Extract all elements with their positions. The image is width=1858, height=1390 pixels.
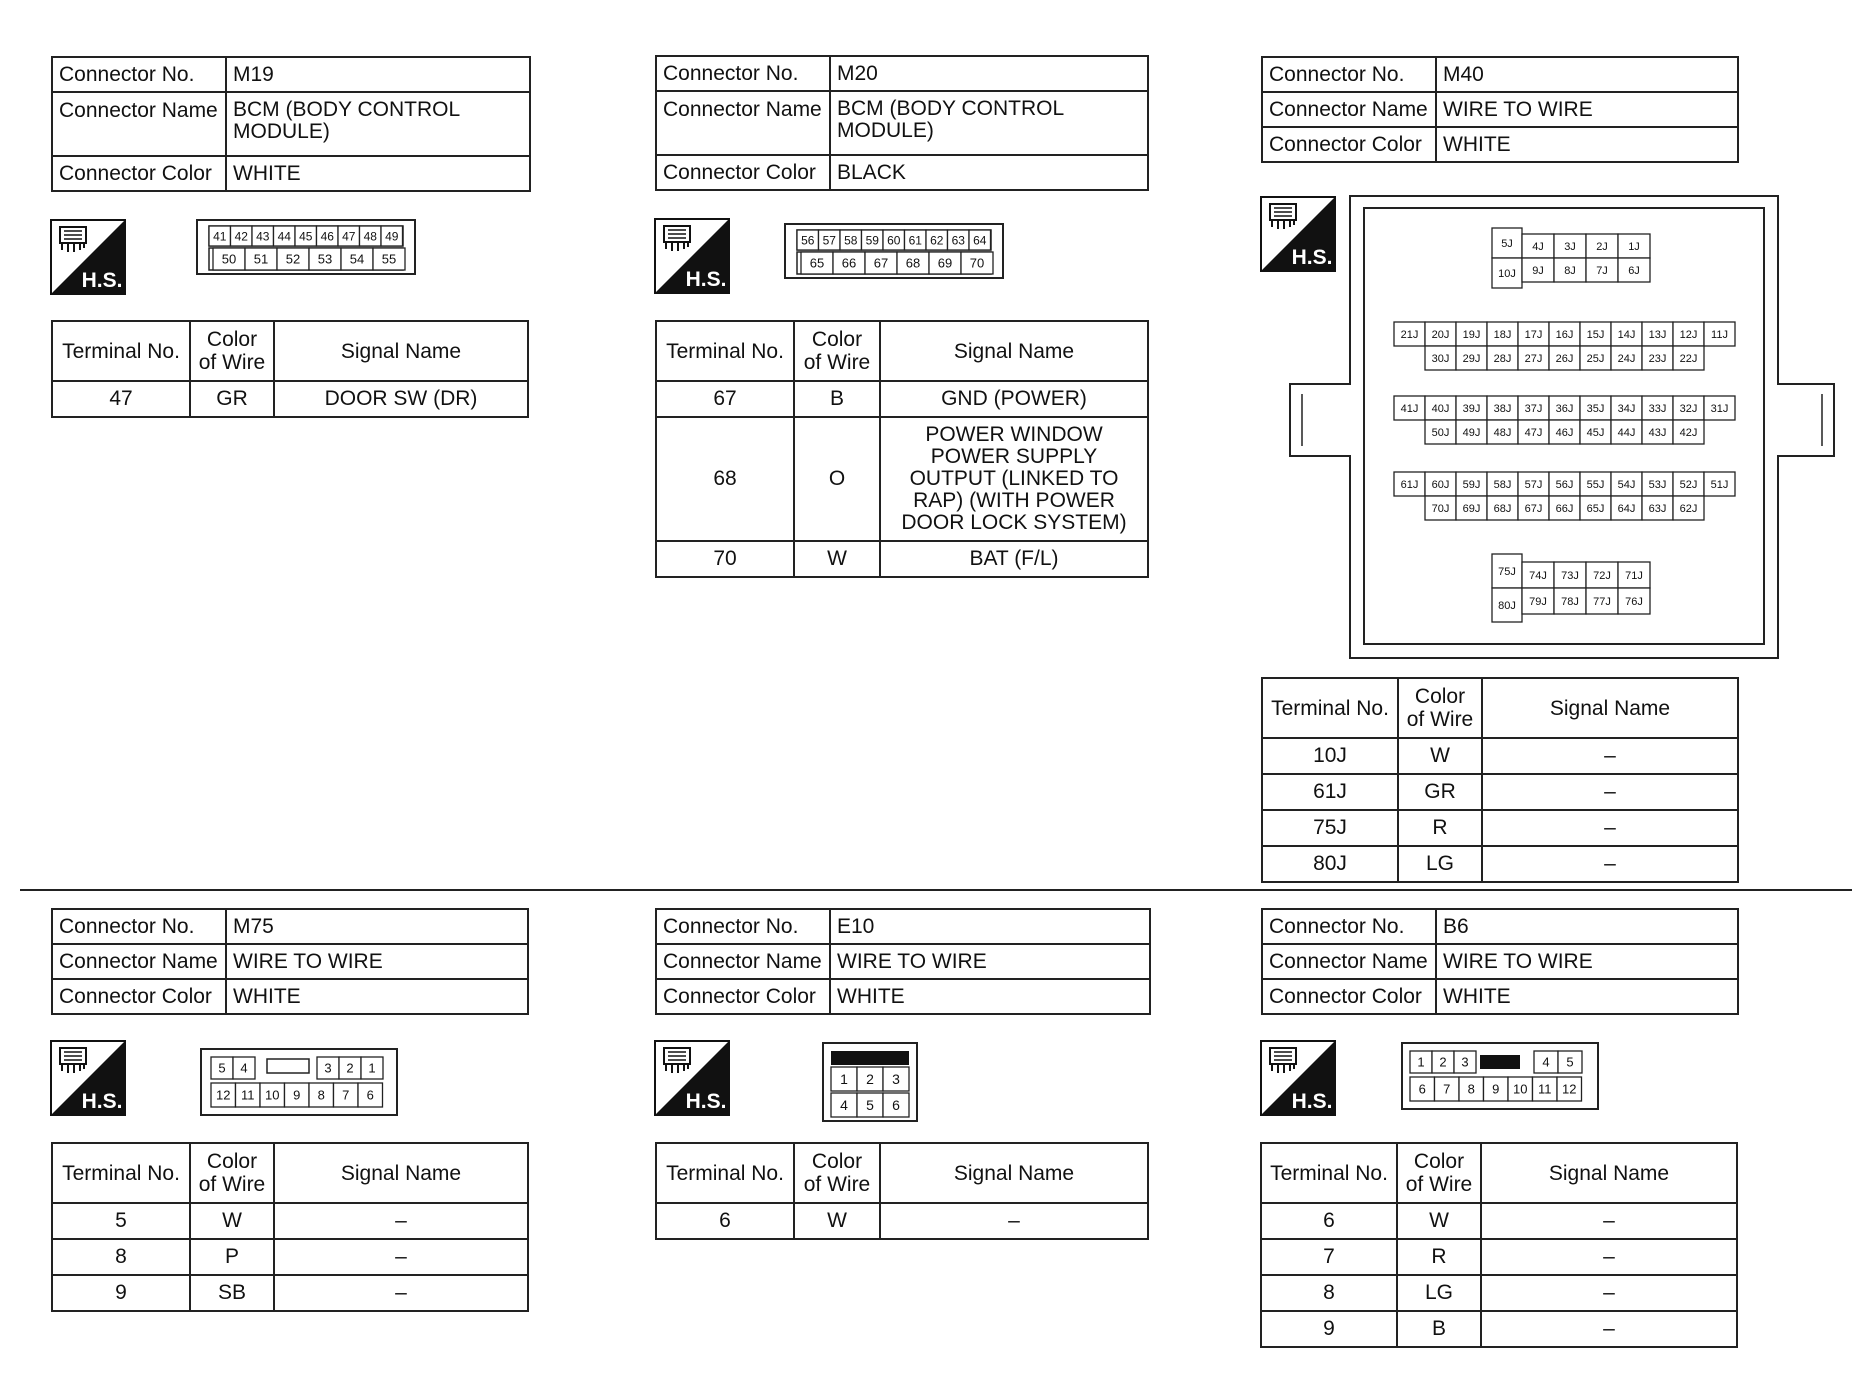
pin-label: 60 xyxy=(887,233,901,248)
pin-label: 40J xyxy=(1431,402,1450,415)
connector-no-value: M40 xyxy=(1436,57,1738,92)
pin-label: 4J xyxy=(1532,240,1544,253)
pin-label: 10 xyxy=(1513,1081,1528,1097)
connector-name-value: WIRE TO WIRE xyxy=(1436,92,1738,127)
connector-color-value: WHITE xyxy=(1436,127,1738,162)
terminal-no: 61J xyxy=(1262,774,1398,810)
pin-label: 69 xyxy=(937,255,953,271)
pin-label: 57J xyxy=(1524,478,1543,491)
signal-name-header: Signal Name xyxy=(1481,1143,1737,1203)
pin-label: 50J xyxy=(1431,426,1450,439)
connector-color-value: BLACK xyxy=(830,155,1148,190)
pin-label: 4 xyxy=(240,1060,248,1076)
pin-label: 67J xyxy=(1524,502,1543,515)
pin-label: 5 xyxy=(866,1097,874,1114)
wire-color: W xyxy=(1398,738,1482,774)
terminal-no: 8 xyxy=(52,1239,190,1275)
pin-label: 43 xyxy=(256,229,270,244)
terminal-no: 6 xyxy=(656,1203,794,1239)
wire-color-header: Color of Wire xyxy=(1397,1143,1481,1203)
pin-label: 2 xyxy=(346,1060,354,1076)
pin-label: 58J xyxy=(1493,478,1512,491)
pin-label: 24J xyxy=(1617,352,1636,365)
terminal-no: 8 xyxy=(1261,1275,1397,1311)
pin-label: 67 xyxy=(873,255,889,271)
pin-label: 44J xyxy=(1617,426,1636,439)
signal-name: – xyxy=(1482,774,1738,810)
pin-label: 43J xyxy=(1648,426,1667,439)
table-row xyxy=(656,417,1148,541)
pin-label: 69J xyxy=(1462,502,1481,515)
pin-label: 8J xyxy=(1564,264,1576,277)
pin-label: 74J xyxy=(1529,569,1547,582)
pin-label: 70 xyxy=(969,255,985,271)
table-row xyxy=(52,1239,528,1275)
harness-side-icon xyxy=(1260,1040,1336,1116)
pin-label: 59 xyxy=(865,233,879,248)
pin-label: 5J xyxy=(1501,237,1513,250)
pin-label: 34J xyxy=(1617,402,1636,415)
signal-name: – xyxy=(1481,1239,1737,1275)
terminal-no: 5 xyxy=(52,1203,190,1239)
pin-label: 49J xyxy=(1462,426,1481,439)
pin-label: 41J xyxy=(1400,402,1419,415)
pin-label: 54 xyxy=(349,251,365,267)
wire-color: O xyxy=(794,417,880,541)
terminal-no: 47 xyxy=(52,381,190,417)
terminal-no: 75J xyxy=(1262,810,1398,846)
terminal-no: 7 xyxy=(1261,1239,1397,1275)
connector-name-label: Connector Name xyxy=(52,92,226,156)
table-row xyxy=(1262,738,1738,774)
wire-color: W xyxy=(190,1203,274,1239)
terminal-table-e10 xyxy=(655,1142,1149,1240)
connector-no-label: Connector No. xyxy=(1262,909,1436,944)
pin-label: 17J xyxy=(1524,328,1543,341)
pin-label: 30J xyxy=(1431,352,1450,365)
table-row xyxy=(1261,1203,1737,1239)
pin-label: 62 xyxy=(930,233,944,248)
table-row xyxy=(656,1203,1148,1239)
pin-label: 37J xyxy=(1524,402,1543,415)
connector-info-m40 xyxy=(1261,56,1739,163)
terminal-no-header: Terminal No. xyxy=(656,1143,794,1203)
pin-label: 1 xyxy=(1417,1054,1425,1070)
pin-label: 19J xyxy=(1462,328,1481,341)
wire-color: B xyxy=(794,381,880,417)
pin-label: 6 xyxy=(892,1097,900,1114)
pin-label: 63J xyxy=(1648,502,1667,515)
wire-color: W xyxy=(794,1203,880,1239)
pin-label: 65J xyxy=(1586,502,1605,515)
pin-label: 59J xyxy=(1462,478,1481,491)
pin-label: 2 xyxy=(866,1071,874,1088)
pin-label: 26J xyxy=(1555,352,1574,365)
pin-label: 16J xyxy=(1555,328,1574,341)
pin-label: 31J xyxy=(1710,402,1729,415)
pin-label: 63 xyxy=(951,233,965,248)
pin-label: 47 xyxy=(342,229,356,244)
table-row xyxy=(52,1203,528,1239)
wire-color-header: Color of Wire xyxy=(1398,678,1482,738)
pin-label: 48 xyxy=(363,229,377,244)
pin-label: 25J xyxy=(1586,352,1605,365)
pin-label: 41 xyxy=(213,229,227,244)
connector-face-m19 xyxy=(195,218,417,276)
pin-label: 48J xyxy=(1493,426,1512,439)
pin-label: 78J xyxy=(1561,595,1579,608)
table-row xyxy=(1262,774,1738,810)
pin-label: 33J xyxy=(1648,402,1667,415)
harness-side-icon xyxy=(50,219,126,295)
pin-label: 52J xyxy=(1679,478,1698,491)
connector-no-value: M20 xyxy=(830,56,1148,91)
wire-color: P xyxy=(190,1239,274,1275)
pin-label: 79J xyxy=(1529,595,1547,608)
signal-name: – xyxy=(274,1203,528,1239)
pin-label: 66J xyxy=(1555,502,1574,515)
pin-label: 4 xyxy=(1542,1054,1550,1070)
pin-label: 12 xyxy=(216,1087,231,1103)
connector-color-label: Connector Color xyxy=(1262,979,1436,1014)
terminal-table-m40 xyxy=(1261,677,1739,883)
table-row xyxy=(1262,846,1738,882)
pin-label: 9 xyxy=(1492,1081,1500,1097)
pin-label: 60J xyxy=(1431,478,1450,491)
pin-label: 45J xyxy=(1586,426,1605,439)
connector-color-label: Connector Color xyxy=(1262,127,1436,162)
pin-label: 3J xyxy=(1564,240,1576,253)
connector-name-value: WIRE TO WIRE xyxy=(1436,944,1738,979)
terminal-no-header: Terminal No. xyxy=(52,1143,190,1203)
pin-label: 11J xyxy=(1711,328,1728,341)
pin-label: 80J xyxy=(1498,599,1516,612)
pin-label: 55J xyxy=(1586,478,1605,491)
connector-name-label: Connector Name xyxy=(656,944,830,979)
harness-side-icon xyxy=(654,218,730,294)
wire-color-header: Color of Wire xyxy=(794,321,880,381)
terminal-table-m20 xyxy=(655,320,1149,578)
pin-label: 51J xyxy=(1710,478,1729,491)
pin-label: 61J xyxy=(1400,478,1419,491)
connector-no-value: M19 xyxy=(226,57,530,92)
pin-label: 38J xyxy=(1493,402,1512,415)
pin-label: 44 xyxy=(277,229,291,244)
pin-label: 54J xyxy=(1617,478,1636,491)
connector-color-label: Connector Color xyxy=(656,155,830,190)
connector-name-label: Connector Name xyxy=(1262,944,1436,979)
pin-label: 23J xyxy=(1648,352,1667,365)
pin-label: 18J xyxy=(1493,328,1512,341)
table-row xyxy=(1262,810,1738,846)
pin-label: 66 xyxy=(841,255,857,271)
wire-color: LG xyxy=(1397,1275,1481,1311)
connector-name-label: Connector Name xyxy=(656,91,830,155)
signal-name-header: Signal Name xyxy=(880,321,1148,381)
table-row xyxy=(656,541,1148,577)
signal-name: – xyxy=(1481,1275,1737,1311)
pin-label: 12 xyxy=(1562,1081,1577,1097)
table-row xyxy=(1261,1311,1737,1347)
pin-label: 2J xyxy=(1596,240,1608,253)
pin-label: 32J xyxy=(1679,402,1698,415)
connector-name-label: Connector Name xyxy=(1262,92,1436,127)
pin-label: 2 xyxy=(1439,1054,1447,1070)
connector-face-m40 xyxy=(1288,194,1838,660)
pin-label: 55 xyxy=(381,251,397,267)
signal-name: – xyxy=(1482,846,1738,882)
signal-name-header: Signal Name xyxy=(880,1143,1148,1203)
pin-label: 42 xyxy=(234,229,248,244)
terminal-table-m75 xyxy=(51,1142,529,1312)
terminal-no: 10J xyxy=(1262,738,1398,774)
wire-color-header: Color of Wire xyxy=(794,1143,880,1203)
signal-name-header: Signal Name xyxy=(274,1143,528,1203)
signal-name: – xyxy=(274,1239,528,1275)
pin-label: 13J xyxy=(1648,328,1667,341)
pin-label: 9 xyxy=(293,1087,301,1103)
connector-info-b6 xyxy=(1261,908,1739,1015)
connector-no-label: Connector No. xyxy=(656,909,830,944)
signal-name: POWER WINDOW POWER SUPPLY OUTPUT (LINKED TO RAP) (WITH POWER DOOR LOCK SYSTEM) xyxy=(880,417,1148,541)
pin-label: 15J xyxy=(1586,328,1605,341)
signal-name-header: Signal Name xyxy=(274,321,528,381)
pin-label: 65 xyxy=(809,255,825,271)
terminal-no: 9 xyxy=(52,1275,190,1311)
pin-label: 64 xyxy=(973,233,987,248)
connector-color-label: Connector Color xyxy=(52,156,226,191)
connector-name-value: WIRE TO WIRE xyxy=(226,944,528,979)
wire-color: W xyxy=(1397,1203,1481,1239)
connector-no-value: E10 xyxy=(830,909,1150,944)
terminal-no-header: Terminal No. xyxy=(1261,1143,1397,1203)
connector-face-m20 xyxy=(783,222,1005,280)
terminal-no: 68 xyxy=(656,417,794,541)
wire-color-header: Color of Wire xyxy=(190,1143,274,1203)
pin-label: 10 xyxy=(265,1087,280,1103)
pin-label: 6 xyxy=(1418,1081,1426,1097)
wire-color-header: Color of Wire xyxy=(190,321,274,381)
pin-label: 8 xyxy=(1467,1081,1475,1097)
pin-label: 53J xyxy=(1648,478,1667,491)
pin-label: 49 xyxy=(385,229,399,244)
table-row xyxy=(52,381,528,417)
pin-label: 12J xyxy=(1679,328,1698,341)
connector-face-e10 xyxy=(821,1041,919,1123)
pin-label: 46J xyxy=(1555,426,1574,439)
connector-name-label: Connector Name xyxy=(52,944,226,979)
connector-info-m19 xyxy=(51,56,531,192)
key-block xyxy=(1480,1055,1520,1069)
connector-no-label: Connector No. xyxy=(52,909,226,944)
pin-label: 73J xyxy=(1561,569,1579,582)
connector-no-value: M75 xyxy=(226,909,528,944)
pin-label: 70J xyxy=(1431,502,1450,515)
connector-color-value: WHITE xyxy=(830,979,1150,1014)
pin-label: 7 xyxy=(342,1087,350,1103)
pin-label: 75J xyxy=(1498,565,1516,578)
pin-label: 14J xyxy=(1617,328,1636,341)
pin-label: 47J xyxy=(1524,426,1543,439)
harness-side-icon xyxy=(50,1040,126,1116)
signal-name: BAT (F/L) xyxy=(880,541,1148,577)
connector-color-value: WHITE xyxy=(226,156,530,191)
pin-label: 9J xyxy=(1532,264,1544,277)
signal-name: – xyxy=(1481,1311,1737,1347)
table-row xyxy=(1261,1239,1737,1275)
wire-color: SB xyxy=(190,1275,274,1311)
connector-color-label: Connector Color xyxy=(656,979,830,1014)
pin-label: 76J xyxy=(1625,595,1643,608)
table-row xyxy=(52,1275,528,1311)
connector-name-value: BCM (BODY CONTROL MODULE) xyxy=(830,91,1148,155)
pin-label: 68J xyxy=(1493,502,1512,515)
pin-label: 46 xyxy=(320,229,334,244)
pin-label: 72J xyxy=(1593,569,1611,582)
pin-label: 3 xyxy=(1461,1054,1469,1070)
terminal-no: 67 xyxy=(656,381,794,417)
connector-name-value: BCM (BODY CONTROL MODULE) xyxy=(226,92,530,156)
terminal-no-header: Terminal No. xyxy=(52,321,190,381)
terminal-table-m19 xyxy=(51,320,529,418)
connector-color-label: Connector Color xyxy=(52,979,226,1014)
wire-color: B xyxy=(1397,1311,1481,1347)
pin-label: 58 xyxy=(844,233,858,248)
section-divider xyxy=(20,889,1852,891)
pin-label: 4 xyxy=(840,1097,848,1114)
pin-label: 56 xyxy=(801,233,815,248)
connector-info-m20 xyxy=(655,55,1149,191)
signal-name-header: Signal Name xyxy=(1482,678,1738,738)
connector-no-label: Connector No. xyxy=(52,57,226,92)
connector-info-e10 xyxy=(655,908,1151,1015)
pin-label: 50 xyxy=(221,251,237,267)
pin-label: 52 xyxy=(285,251,301,267)
table-row xyxy=(1261,1275,1737,1311)
pin-label: 3 xyxy=(892,1071,900,1088)
pin-label: 7J xyxy=(1596,264,1608,277)
signal-name: – xyxy=(1482,738,1738,774)
pin-label: 8 xyxy=(317,1087,325,1103)
connector-face-m75 xyxy=(199,1047,399,1117)
pin-label: 6J xyxy=(1628,264,1640,277)
table-row xyxy=(656,381,1148,417)
signal-name: – xyxy=(274,1275,528,1311)
terminal-table-b6 xyxy=(1260,1142,1738,1348)
signal-name: – xyxy=(880,1203,1148,1239)
connector-no-value: B6 xyxy=(1436,909,1738,944)
pin-label: 61 xyxy=(908,233,922,248)
pin-label: 6 xyxy=(366,1087,374,1103)
pin-label: 36J xyxy=(1555,402,1574,415)
pin-label: 7 xyxy=(1443,1081,1451,1097)
pin-label: 3 xyxy=(324,1060,332,1076)
pin-label: 11 xyxy=(1538,1081,1552,1097)
connector-no-label: Connector No. xyxy=(656,56,830,91)
pin-label: 22J xyxy=(1679,352,1698,365)
pin-label: 64J xyxy=(1617,502,1636,515)
connector-name-value: WIRE TO WIRE xyxy=(830,944,1150,979)
signal-name: DOOR SW (DR) xyxy=(274,381,528,417)
terminal-no: 6 xyxy=(1261,1203,1397,1239)
pin-label: 57 xyxy=(822,233,836,248)
pin-label: 28J xyxy=(1493,352,1512,365)
wire-color: GR xyxy=(1398,774,1482,810)
harness-side-icon xyxy=(654,1040,730,1116)
signal-name: – xyxy=(1482,810,1738,846)
connector-color-value: WHITE xyxy=(226,979,528,1014)
pin-label: 62J xyxy=(1679,502,1698,515)
wire-color: R xyxy=(1397,1239,1481,1275)
signal-name: – xyxy=(1481,1203,1737,1239)
pin-label: 68 xyxy=(905,255,921,271)
pin-label: 27J xyxy=(1524,352,1543,365)
pin-label: 35J xyxy=(1586,402,1605,415)
wire-color: LG xyxy=(1398,846,1482,882)
connector-face-b6 xyxy=(1400,1041,1600,1111)
terminal-no-header: Terminal No. xyxy=(1262,678,1398,738)
terminal-no-header: Terminal No. xyxy=(656,321,794,381)
pin-label: 42J xyxy=(1679,426,1698,439)
terminal-no: 70 xyxy=(656,541,794,577)
pin-label: 11 xyxy=(241,1087,255,1103)
pin-label: 5 xyxy=(218,1060,226,1076)
pin-label: 51 xyxy=(253,251,269,267)
pin-label: 1 xyxy=(368,1060,376,1076)
pin-label: 71J xyxy=(1625,569,1643,582)
pin-label: 21J xyxy=(1400,328,1419,341)
wire-color: R xyxy=(1398,810,1482,846)
pin-label: 53 xyxy=(317,251,333,267)
connector-no-label: Connector No. xyxy=(1262,57,1436,92)
pin-label: 39J xyxy=(1462,402,1481,415)
signal-name: GND (POWER) xyxy=(880,381,1148,417)
terminal-no: 80J xyxy=(1262,846,1398,882)
pin-label: 45 xyxy=(299,229,313,244)
terminal-no: 9 xyxy=(1261,1311,1397,1347)
pin-label: 20J xyxy=(1431,328,1450,341)
pin-label: 56J xyxy=(1555,478,1574,491)
pin-label: 29J xyxy=(1462,352,1481,365)
connector-color-value: WHITE xyxy=(1436,979,1738,1014)
wire-color: GR xyxy=(190,381,274,417)
pin-label: 10J xyxy=(1498,267,1516,280)
wire-color: W xyxy=(794,541,880,577)
pin-label: 5 xyxy=(1566,1054,1574,1070)
key-slot xyxy=(267,1059,309,1073)
pin-label: 1J xyxy=(1628,240,1640,253)
pin-label: 77J xyxy=(1593,595,1611,608)
pin-label: 1 xyxy=(840,1071,848,1088)
connector-info-m75 xyxy=(51,908,529,1015)
